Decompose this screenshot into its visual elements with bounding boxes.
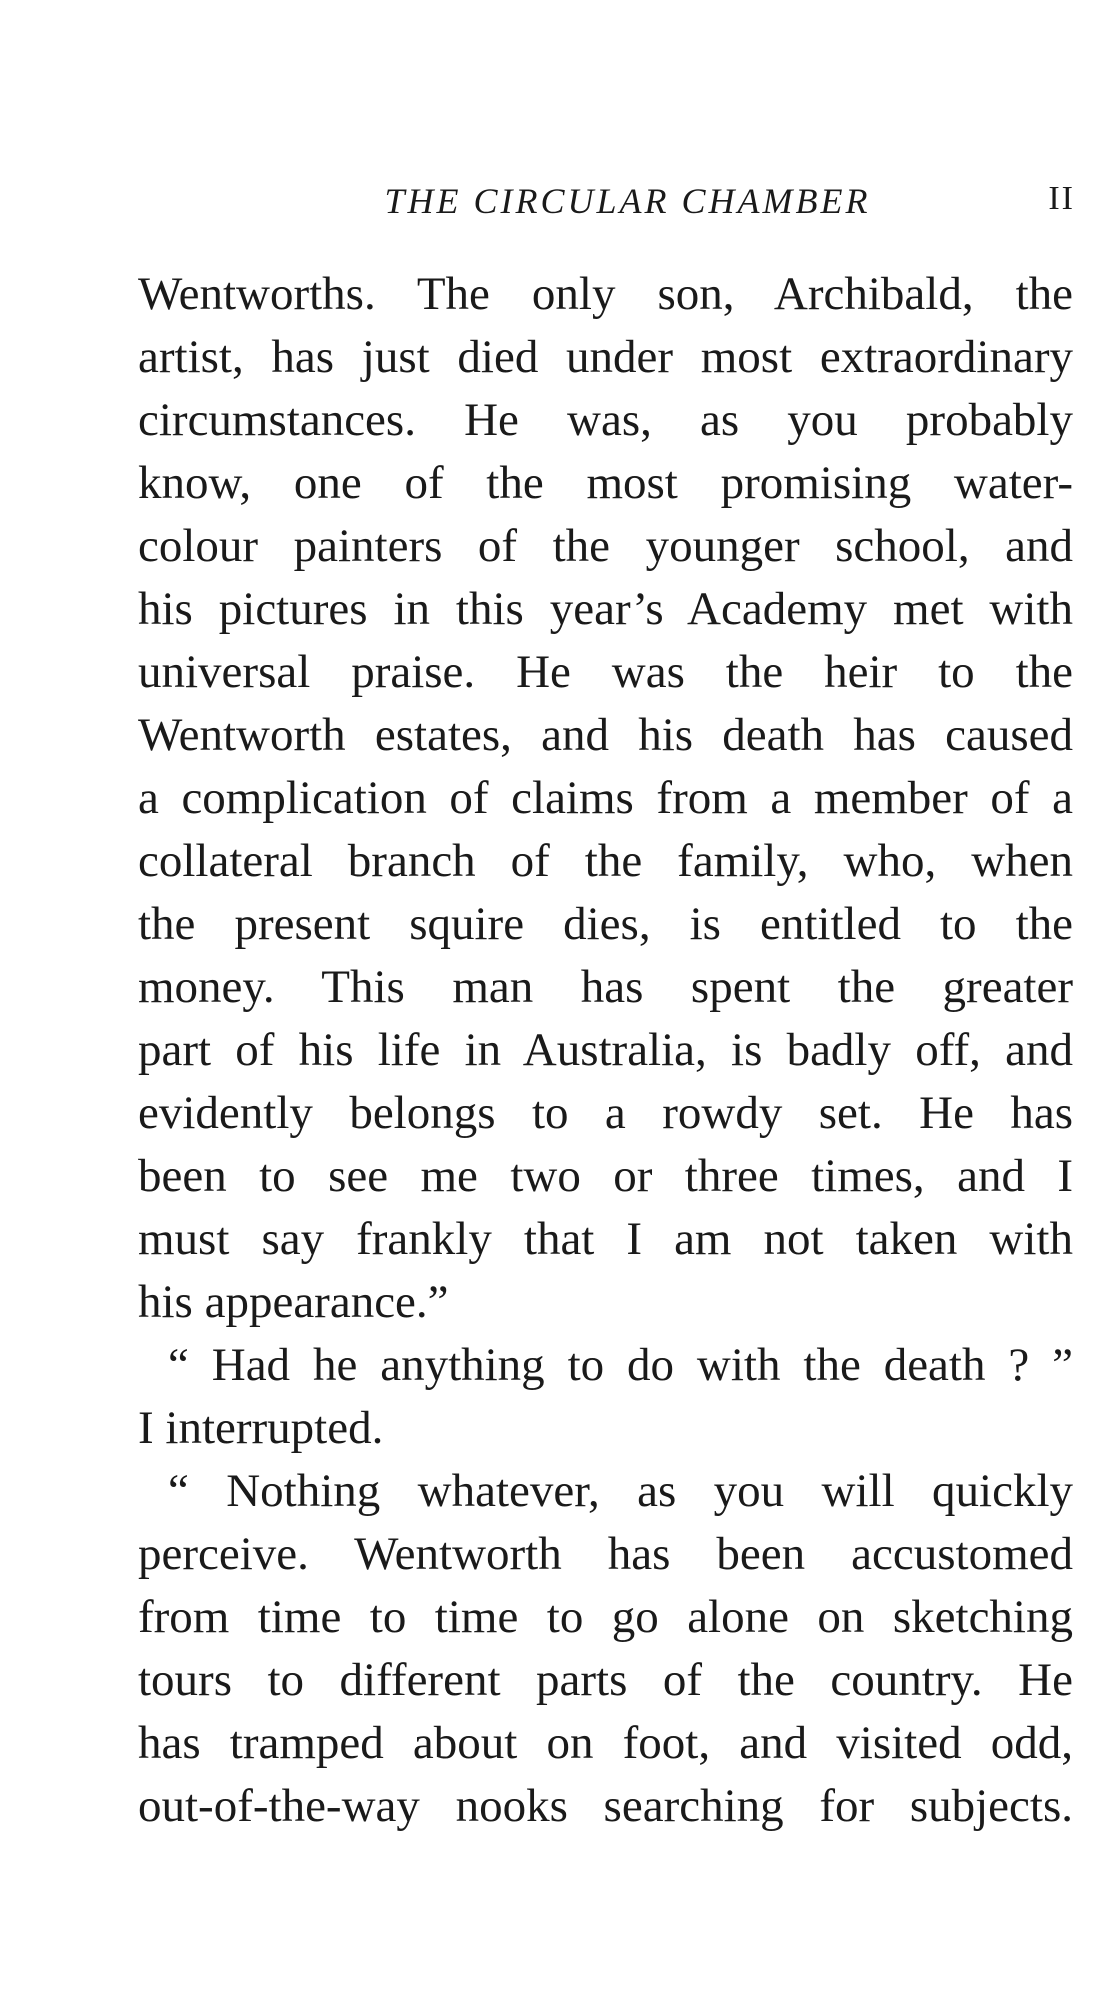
text-line: out-of-the-way nooks searching for subjects. — [138, 1780, 1073, 1832]
running-title: THE CIRCULAR CHAMBER — [384, 181, 871, 221]
text-line: tours to different parts of the country. He — [138, 1654, 1073, 1706]
text-line: his pictures in this year’s Academy met with — [138, 583, 1073, 635]
text-line: I interrupted. — [138, 1402, 384, 1454]
body-text — [138, 263, 1073, 1838]
text-line: Wentworth estates, and his death has caused — [138, 709, 1073, 761]
text-line: “ Had he anything to do with the death ? ” — [168, 1339, 1073, 1391]
text-line: universal praise. He was the heir to the — [138, 646, 1073, 698]
text-line: a complication of claims from a member of a — [138, 772, 1073, 824]
running-head — [140, 180, 1075, 230]
text-line: collateral branch of the family, who, when — [138, 835, 1073, 887]
text-line: the present squire dies, is entitled to the — [138, 898, 1073, 950]
text-line: circumstances. He was, as you probably — [138, 394, 1073, 446]
text-line: colour painters of the younger school, and — [138, 520, 1073, 572]
page-number: II — [1048, 180, 1075, 217]
text-line: Wentworths. The only son, Archibald, the — [138, 268, 1073, 320]
text-line: must say frankly that I am not taken with — [138, 1213, 1073, 1265]
text-line: perceive. Wentworth has been accustomed — [138, 1528, 1073, 1580]
text-line: artist, has just died under most extraordinary — [138, 331, 1073, 383]
text-line: has tramped about on foot, and visited odd, — [138, 1717, 1073, 1769]
text-line: part of his life in Australia, is badly off, and — [138, 1024, 1073, 1076]
text-line: money. This man has spent the greater — [138, 961, 1073, 1013]
text-line: “ Nothing whatever, as you will quickly — [168, 1465, 1073, 1517]
text-line: his appearance.” — [138, 1276, 449, 1328]
text-line: evidently belongs to a rowdy set. He has — [138, 1087, 1073, 1139]
text-line: from time to time to go alone on sketching — [138, 1591, 1073, 1643]
text-line: been to see me two or three times, and I — [138, 1150, 1073, 1202]
text-line: know, one of the most promising water- — [138, 457, 1073, 509]
